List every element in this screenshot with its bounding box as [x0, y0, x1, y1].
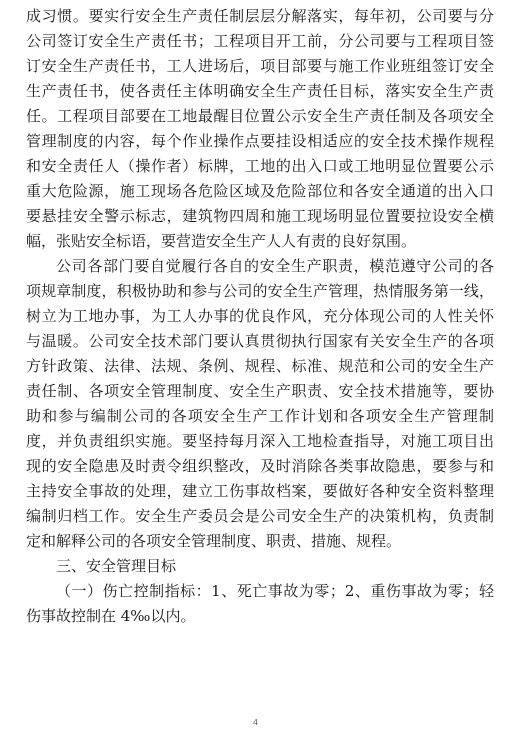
text-line: 伤事故控制在 4‰以内。 [26, 607, 196, 625]
text-line: 幅，张贴安全标语，要营造安全生产人人有责的良好氛围。 [26, 232, 417, 250]
text-line: 任。工程项目部要在工地最醒目位置公示安全生产责任制及各项安全 [26, 107, 494, 125]
body-text [26, 4, 494, 629]
text-line: 现的安全隐患及时责令组织整改，及时消除各类事故隐患，要参与和 [26, 457, 494, 475]
text-line: 度，并负责组织实施。要坚持每月深入工地检查指导，对施工项目出 [26, 432, 494, 450]
text-line: 方针政策、法律、法规、条例、规程、标准、规范和公司的安全生产 [26, 357, 494, 375]
text-line: 责任制、各项安全管理制度、安全生产职责、安全技术措施等，要协 [26, 382, 494, 400]
section-heading: 三、安全管理目标 [56, 557, 177, 575]
text-line: 成习惯。要实行安全生产责任制层层分解落实，每年初，公司要与分 [26, 7, 494, 25]
page-number: 4 [252, 718, 259, 727]
text-line: 重大危险源，施工现场各危险区域及危险部位和各安全通道的出入口 [26, 182, 494, 200]
text-line: 与温暖。公司安全技术部门要认真贯彻执行国家有关安全生产的各项 [26, 332, 494, 350]
paragraph-first-line: （一）伤亡控制指标：1、死亡事故为零；2、重伤事故为零；轻 [56, 582, 494, 600]
text-line: 树立为工地办事，为工人办事的优良作风，充分体现公司的人性关怀 [26, 307, 494, 325]
text-line: 订安全生产责任书，工人进场后，项目部要与施工作业班组签订安全 [26, 57, 494, 75]
text-line: 要悬挂安全警示标志，建筑物四周和施工现场明显位置要拉设安全横 [26, 207, 494, 225]
paragraph-first-line: 公司各部门要自觉履行各自的安全生产职责，模范遵守公司的各 [56, 257, 494, 275]
text-line: 主持安全事故的处理，建立工伤事故档案，要做好各种安全资料整理 [26, 482, 494, 500]
text-line: 管理制度的内容，每个作业操作点要挂设相适应的安全技术操作规程 [26, 132, 494, 150]
text-line: 助和参与编制公司的各项安全生产工作计划和各项安全生产管理制 [26, 407, 494, 425]
text-line: 和安全责任人（操作者）标牌，工地的出入口或工地明显位置要公示 [26, 157, 494, 175]
text-line: 编制归档工作。安全生产委员会是公司安全生产的决策机构，负责制 [26, 507, 494, 525]
text-line: 项规章制度，积极协助和参与公司的安全生产管理，热情服务第一线， [26, 282, 494, 300]
text-line: 公司签订安全生产责任书；工程项目开工前，分公司要与工程项目签 [26, 32, 494, 50]
text-line: 生产责任书，使各责任主体明确安全生产责任目标，落实安全生产责 [26, 82, 494, 100]
text-line: 定和解释公司的各项安全管理制度、职责、措施、规程。 [26, 532, 402, 550]
